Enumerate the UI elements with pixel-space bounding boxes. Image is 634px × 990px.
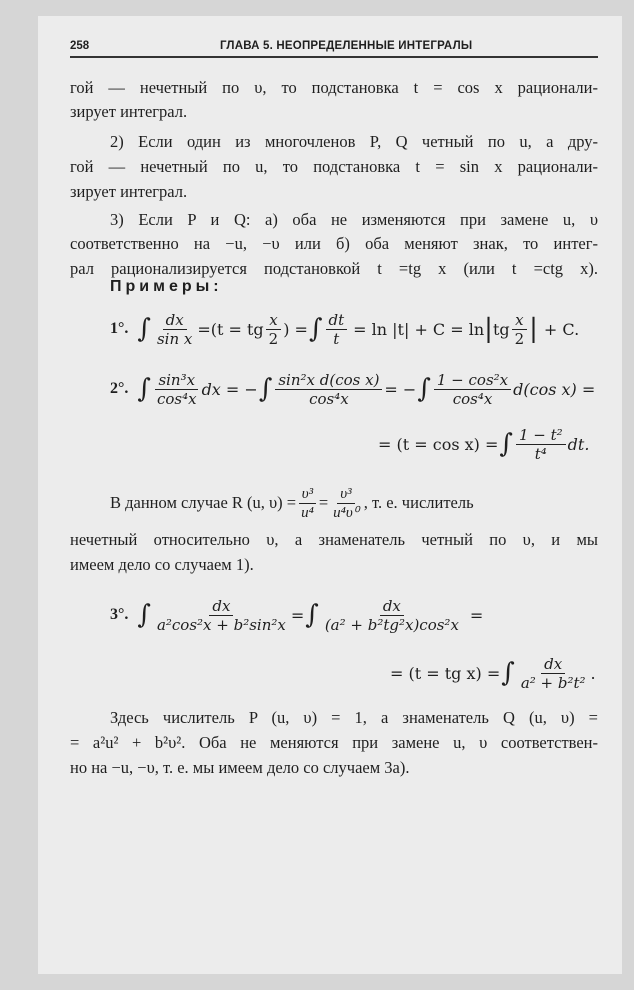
para2-line3: зирует интеграл.	[70, 182, 188, 201]
book-page	[38, 16, 622, 974]
para5-line3: но на −u, −υ, т. е. мы имеем дело со случаем 3а).	[70, 758, 410, 777]
fraction	[154, 311, 195, 348]
fraction	[154, 371, 200, 408]
abs-bar-left: |	[484, 314, 493, 344]
denominator: cos⁴x	[309, 389, 349, 408]
denominator: t	[333, 329, 340, 348]
page-number: 258	[70, 40, 90, 52]
example-1-formula	[110, 306, 579, 352]
numerator: x	[266, 311, 280, 330]
fraction	[298, 485, 317, 522]
fraction	[516, 426, 566, 463]
integral-sign: ∫	[501, 658, 515, 688]
fraction	[154, 597, 289, 634]
fraction	[518, 655, 589, 692]
numerator: dx	[163, 311, 187, 330]
tg-text: tg	[492, 319, 510, 339]
denominator: cos⁴x	[452, 389, 493, 408]
numerator: dx	[380, 597, 404, 616]
denominator: t⁴	[534, 444, 547, 463]
example-3-formula-line1	[110, 592, 483, 638]
end-text: d(cos x) =	[513, 379, 596, 399]
integral-sign: ∫	[258, 374, 273, 404]
numerator: dx	[541, 655, 565, 674]
para4-line2: нечетный относительно υ, а знаменатель четный по υ, и мы	[70, 530, 598, 549]
equals: =	[469, 605, 484, 625]
numerator: dt	[326, 311, 348, 330]
fraction	[512, 311, 528, 348]
numerator: dx	[209, 597, 233, 616]
denominator: a²cos²x + b²sin²x	[156, 615, 286, 634]
fraction	[434, 371, 511, 408]
substitution-close: ) =	[283, 319, 308, 339]
result-text: = ln |t| + C = ln	[353, 319, 485, 339]
integral-sign: ∫	[305, 600, 319, 630]
running-head	[70, 36, 598, 58]
chapter-title: ГЛАВА 5. НЕОПРЕДЕЛЕННЫЕ ИНТЕГРАЛЫ	[220, 40, 473, 52]
example-3-formula-line2	[390, 650, 596, 696]
para5-line1: Здесь числитель P (u, υ) = 1, а знаменатель Q (u, υ) =	[110, 708, 598, 727]
numerator: x	[512, 311, 526, 330]
example-3-label: 3°.	[110, 606, 129, 623]
end-text: .	[590, 663, 596, 683]
para3-line1: 3) Если P и Q: а) оба не изменяются при замене u, υ	[110, 210, 598, 229]
equals: =	[290, 605, 305, 625]
abs-bar-right: |	[529, 314, 538, 344]
numerator: υ³	[337, 485, 354, 504]
end-text: dt.	[567, 434, 590, 454]
numerator: sin²x d(cos x)	[275, 371, 382, 390]
denominator: 2	[268, 329, 279, 348]
para4-text-a: В данном случае R (u, υ) =	[110, 493, 297, 512]
numerator: 1 − t²	[516, 426, 566, 445]
fraction	[275, 371, 382, 408]
result-tail: + C.	[543, 319, 580, 339]
para1-line1: гой — нечетный по υ, то подстановка t = cos x рационали-	[70, 78, 598, 97]
denominator: 2	[514, 329, 525, 348]
para4-line3: имеем дело со случаем 1).	[70, 555, 254, 574]
numerator: sin³x	[155, 371, 198, 390]
substitution-open: =(t = tg	[197, 319, 264, 339]
para4-line1	[110, 480, 474, 526]
integral-sign: ∫	[137, 600, 151, 630]
example-2-formula-line2	[378, 421, 589, 467]
para3-line3: рал рационализируется подстановкой t =tg x (или t =ctg x).	[70, 259, 598, 278]
denominator: (a² + b²tg²x)cos²x	[324, 615, 459, 634]
para5-line2: = a²u² + b²υ². Оба не меняются при замене u, υ соответствен-	[70, 733, 598, 752]
para2-line2: гой — нечетный по u, то подстановка t = sin x рационали-	[70, 157, 598, 176]
para2-line1: 2) Если один из многочленов P, Q четный по u, а дру-	[110, 132, 598, 151]
integral-sign: ∫	[308, 314, 323, 344]
equals: =	[318, 493, 329, 512]
fraction	[266, 311, 282, 348]
integral-sign: ∫	[417, 374, 431, 404]
example-2-label: 2°.	[110, 380, 129, 397]
examples-heading: Примеры:	[110, 278, 223, 295]
middle-text: = −	[384, 379, 417, 399]
integral-sign: ∫	[137, 314, 151, 344]
para3-line2: соответственно на −u, −υ или б) оба меняют знак, то интег-	[70, 234, 598, 253]
denominator: u⁴υ⁰	[333, 504, 359, 521]
middle-text: dx = −	[201, 379, 258, 399]
denominator: sin x	[156, 329, 193, 348]
fraction	[330, 485, 362, 522]
fraction	[326, 311, 348, 348]
integral-sign: ∫	[137, 374, 151, 404]
numerator: υ³	[299, 485, 316, 504]
denominator: a² + b²t²	[520, 673, 586, 692]
substitution-text: = (t = cos x) =	[378, 434, 499, 454]
example-1-label: 1°.	[110, 320, 129, 337]
integral-sign: ∫	[499, 429, 513, 459]
denominator: cos⁴x	[156, 389, 197, 408]
para1-line2: зирует интеграл.	[70, 102, 188, 121]
substitution-text: = (t = tg x) =	[390, 663, 501, 683]
example-2-formula-line1	[110, 366, 595, 412]
fraction	[322, 597, 462, 634]
numerator: 1 − cos²x	[434, 371, 511, 390]
para4-text-b: , т. е. числитель	[363, 493, 474, 512]
denominator: u⁴	[301, 504, 314, 521]
